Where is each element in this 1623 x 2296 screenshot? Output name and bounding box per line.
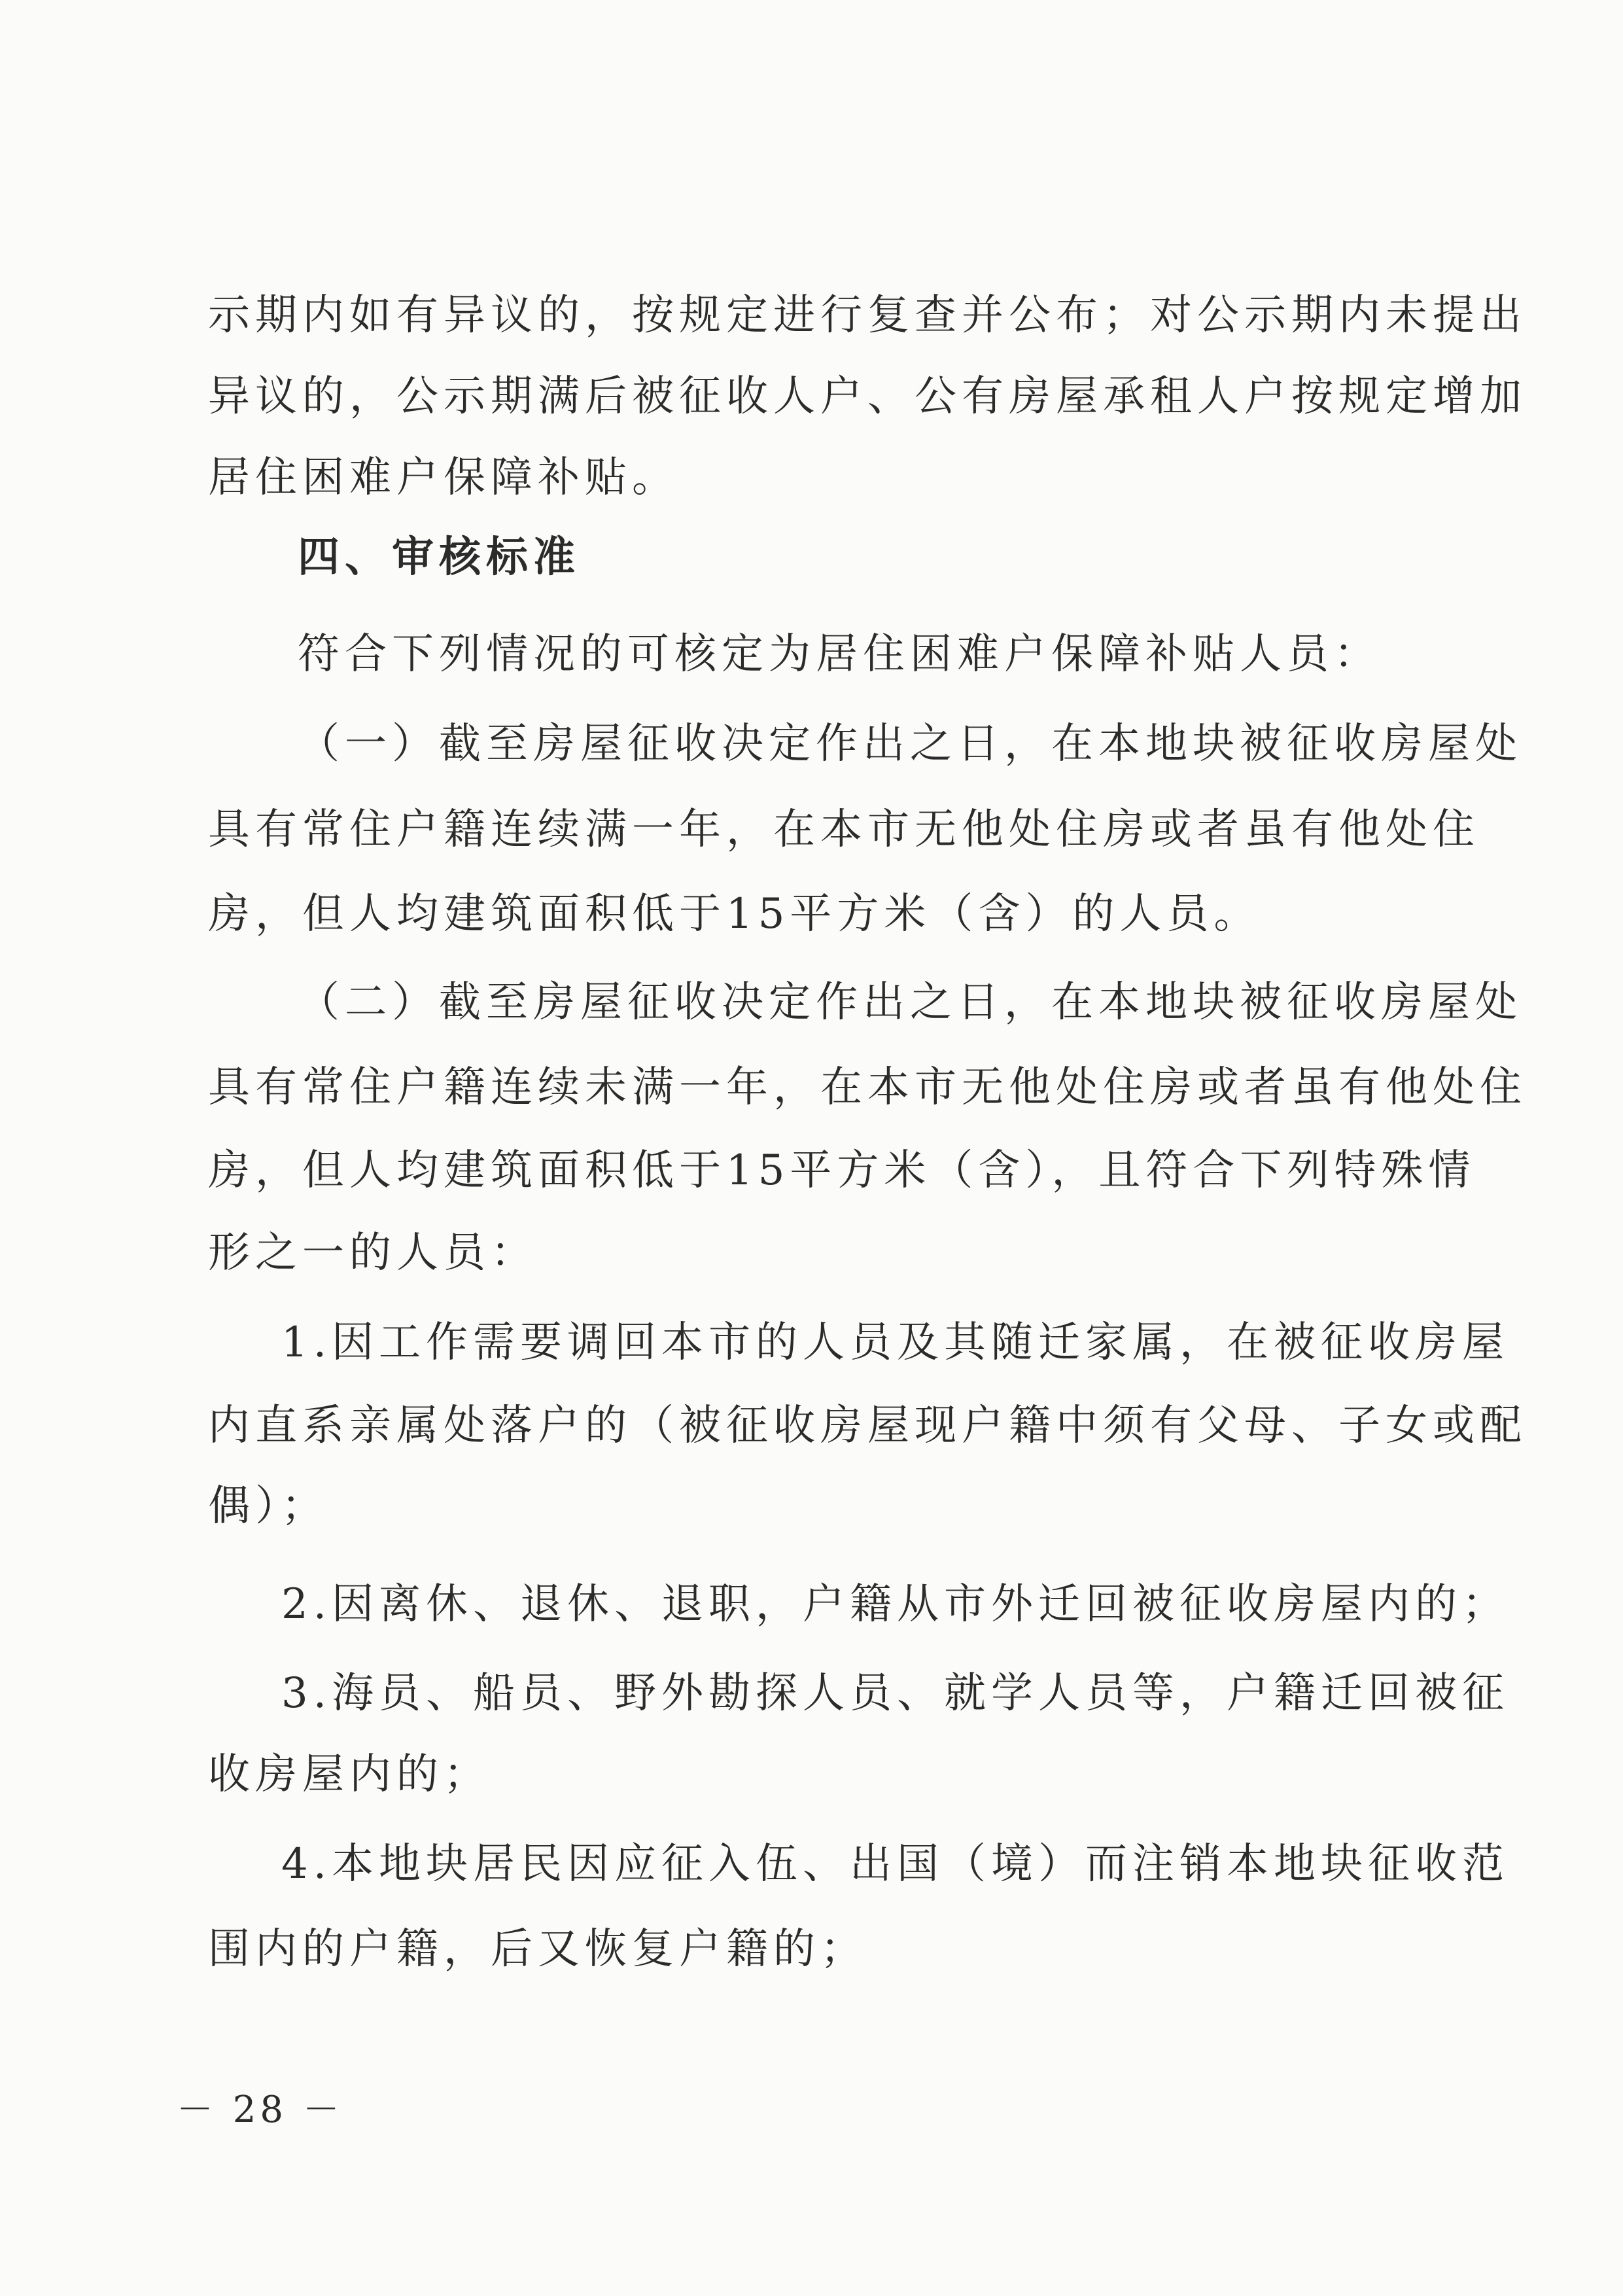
page-number: － 28 － bbox=[177, 2089, 343, 2131]
section-heading: 四、审核标准 bbox=[298, 533, 580, 582]
text-line: 示期内如有异议的，按规定进行复查并公布；对公示期内未提出 bbox=[208, 291, 1527, 340]
text-line: 形之一的人员： bbox=[208, 1229, 538, 1277]
text-line: 符合下列情况的可核定为居住困难户保障补贴人员： bbox=[298, 630, 1381, 679]
text-line: 具有常住户籍连续满一年，在本市无他处住房或者虽有他处住 bbox=[208, 805, 1480, 854]
text-line: （一）截至房屋征收决定作出之日，在本地块被征收房屋处 bbox=[298, 720, 1522, 768]
text-line: 居住困难户保障补贴。 bbox=[208, 453, 679, 502]
text-line: 收房屋内的； bbox=[208, 1750, 491, 1799]
text-line: 异议的，公示期满后被征收人户、公有房屋承租人户按规定增加 bbox=[208, 372, 1527, 421]
text-line: 4.本地块居民因应征入伍、出国（境）而注销本地块征收范 bbox=[281, 1840, 1510, 1888]
text-line: 1.因工作需要调回本市的人员及其随迁家属，在被征收房屋 bbox=[281, 1318, 1510, 1367]
text-line: 2.因离休、退休、退职，户籍从市外迁回被征收房屋内的； bbox=[281, 1580, 1510, 1629]
text-line: 内直系亲属处落户的（被征收房屋现户籍中须有父母、子女或配 bbox=[208, 1402, 1527, 1450]
text-line: 3.海员、船员、野外勘探人员、就学人员等，户籍迁回被征 bbox=[281, 1669, 1510, 1718]
text-line: （二）截至房屋征收决定作出之日，在本地块被征收房屋处 bbox=[298, 978, 1522, 1027]
text-line: 具有常住户籍连续未满一年，在本市无他处住房或者虽有他处住 bbox=[208, 1063, 1527, 1112]
text-line: 房，但人均建筑面积低于15平方米（含）的人员。 bbox=[208, 890, 1261, 938]
text-line: 房，但人均建筑面积低于15平方米（含），且符合下列特殊情 bbox=[208, 1146, 1476, 1195]
text-line: 围内的户籍，后又恢复户籍的； bbox=[208, 1925, 867, 1973]
text-line: 偶）； bbox=[208, 1482, 328, 1530]
